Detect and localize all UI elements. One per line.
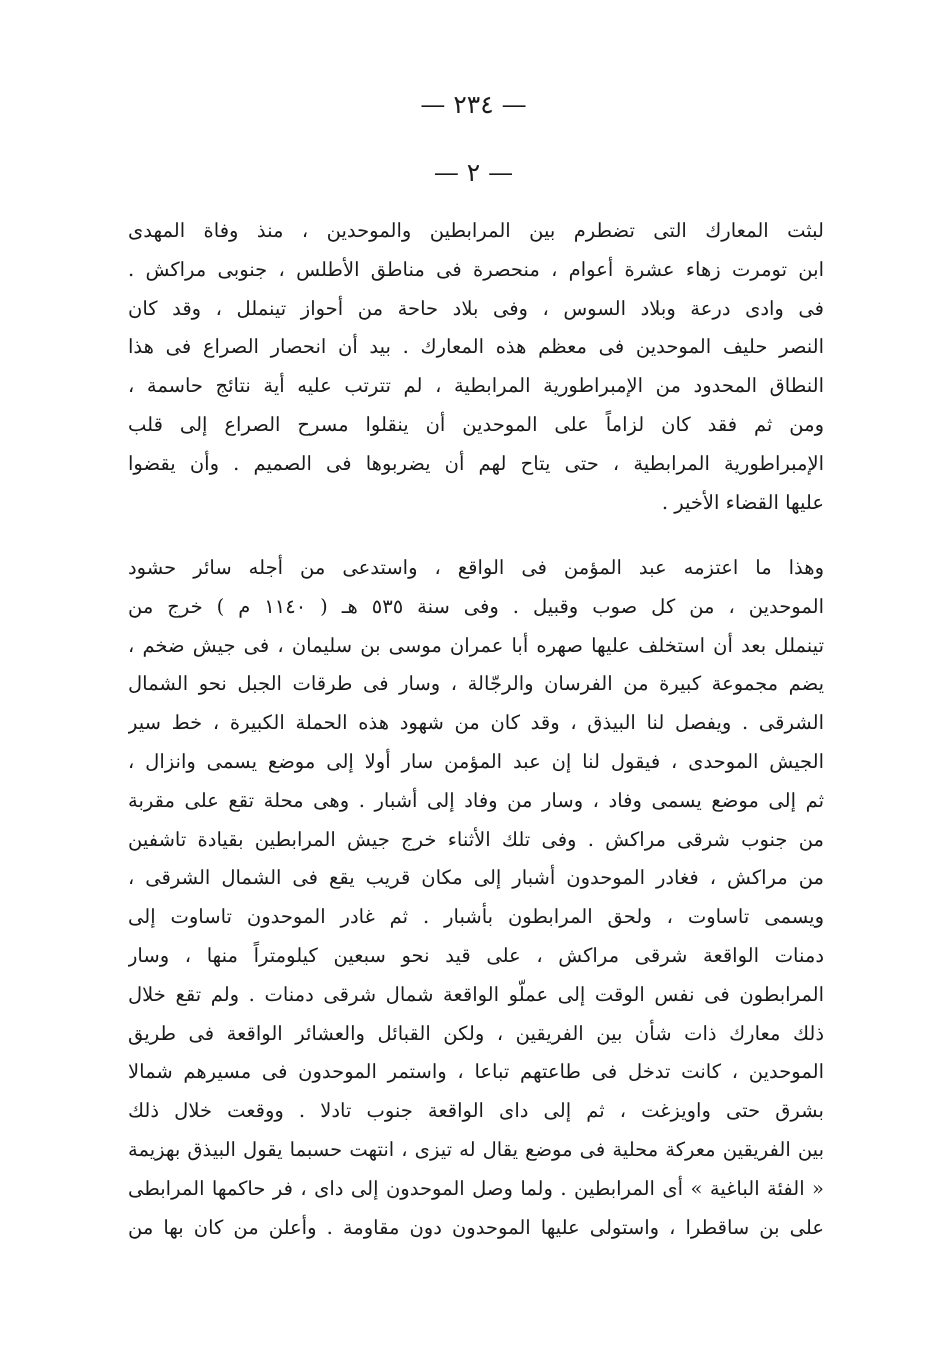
text-line: لبثت المعارك التى تضطرم بين المرابطين والموحدين ، منذ وفاة المهدى [128,219,824,242]
text-line: الشرقى . ويفصل لنا البيذق ، وقد كان من شهود هذه الحملة الكبيرة ، خط سير [128,711,824,735]
paragraph-2 [128,549,824,1247]
text-line: ويسمى تاساوت ، ولحق المرابطون بأشبار . ثم غادر الموحدون تاساوت إلى [128,905,824,929]
text-line: وهذا ما اعتزمه عبد المؤمن فى الواقع ، واستدعى من أجله سائر حشود [128,556,824,579]
text-line: ومن ثم فقد كان لزاماً على الموحدين أن ينقلوا مسرح الصراع إلى قلب [128,412,824,436]
text-line: الموحدين ، كانت تدخل فى طاعتهم تباعا ، واستمر الموحدون فى مسيرهم شمالا [128,1060,824,1084]
text-line: ثم إلى موضع يسمى وفاد ، وسار من وفاد إلى أشبار . وهى محلة تقع على مقربة [128,788,824,812]
text-line: بين الفريقين معركة محلية فى موضع يقال له تيزى ، انتهت حسبما يقول البيذق بهزيمة [128,1137,824,1161]
text-line: على بن ساقطرا ، واستولى عليها الموحدون دون مقاومة . وأعلن من كان بها من [128,1215,824,1239]
section-number: — ٢ — [433,158,514,187]
text-line: النصر حليف الموحدين فى معظم هذه المعارك . بيد أن انحصار الصراع فى هذا [128,335,824,359]
text-line: من جنوب شرقى مراكش . وفى تلك الأثناء خرج جيش المرابطين بقيادة تاشفين [128,827,824,851]
text-line: بشرق حتى واويزغت ، ثم إلى داى الواقعة جنوب تادلا . ووقعت خلال ذلك [128,1099,824,1123]
text-line: النطاق المحدود من الإمبراطورية المرابطية ، لم تترتب عليه أية نتائج حاسمة ، [128,374,824,398]
text-line: الإمبراطورية المرابطية ، حتى يتاح لهم أن يضربوها فى الصميم . وأن يقضوا [128,451,824,475]
text-line: « الفئة الباغية » أى المرابطين . ولما وصل الموحدون إلى داى ، فر حاكمها المرابطى [128,1176,824,1200]
text-line: دمنات الواقعة شرقى مراكش ، على قيد نحو سبعين كيلومتراً منها ، وسار [128,943,824,967]
text-line: الموحدين ، من كل صوب وقبيل . وفى سنة ٥٣٥ هـ ( ١١٤٠ م ) خرج من [128,594,824,618]
text-line: ذلك معارك ذات شأن بين الفريقين ، ولكن القبائل والعشائر الواقعة فى طريق [128,1021,824,1045]
text-line: ابن تومرت زهاء عشرة أعوام ، منحصرة فى مناطق الأطلس ، جنوبى مراكش . [128,257,824,281]
text-line: عليها القضاء الأخير . [661,490,824,514]
text-line: تينملل بعد أن استخلف عليها صهره أبا عمران موسى بن سليمان ، فى جيش ضخم ، [128,633,824,657]
paragraph-1 [128,212,824,522]
text-line: الجيش الموحدى ، فيقول لنا إن عبد المؤمن سار أولا إلى موضع يسمى وانزال ، [128,749,824,773]
page-number: — ٢٣٤ — [420,90,527,119]
text-line: يضم مجموعة كبيرة من الفرسان والرجّالة ، وسار فى طرقات الجبل نحو الشمال [128,672,824,696]
text-line: المرابطون فى نفس الوقت إلى عملّو الواقعة شمال شرقى دمنات . ولم تقع خلال [128,982,824,1006]
text-line: من مراكش ، فغادر الموحدون أشبار إلى مكان قريب يقع فى الشمال الشرقى ، [128,866,824,890]
text-line: فى وادى درعة وبلاد السوس ، وفى بلاد حاحة من أحواز تينملل ، وقد كان [128,296,824,320]
